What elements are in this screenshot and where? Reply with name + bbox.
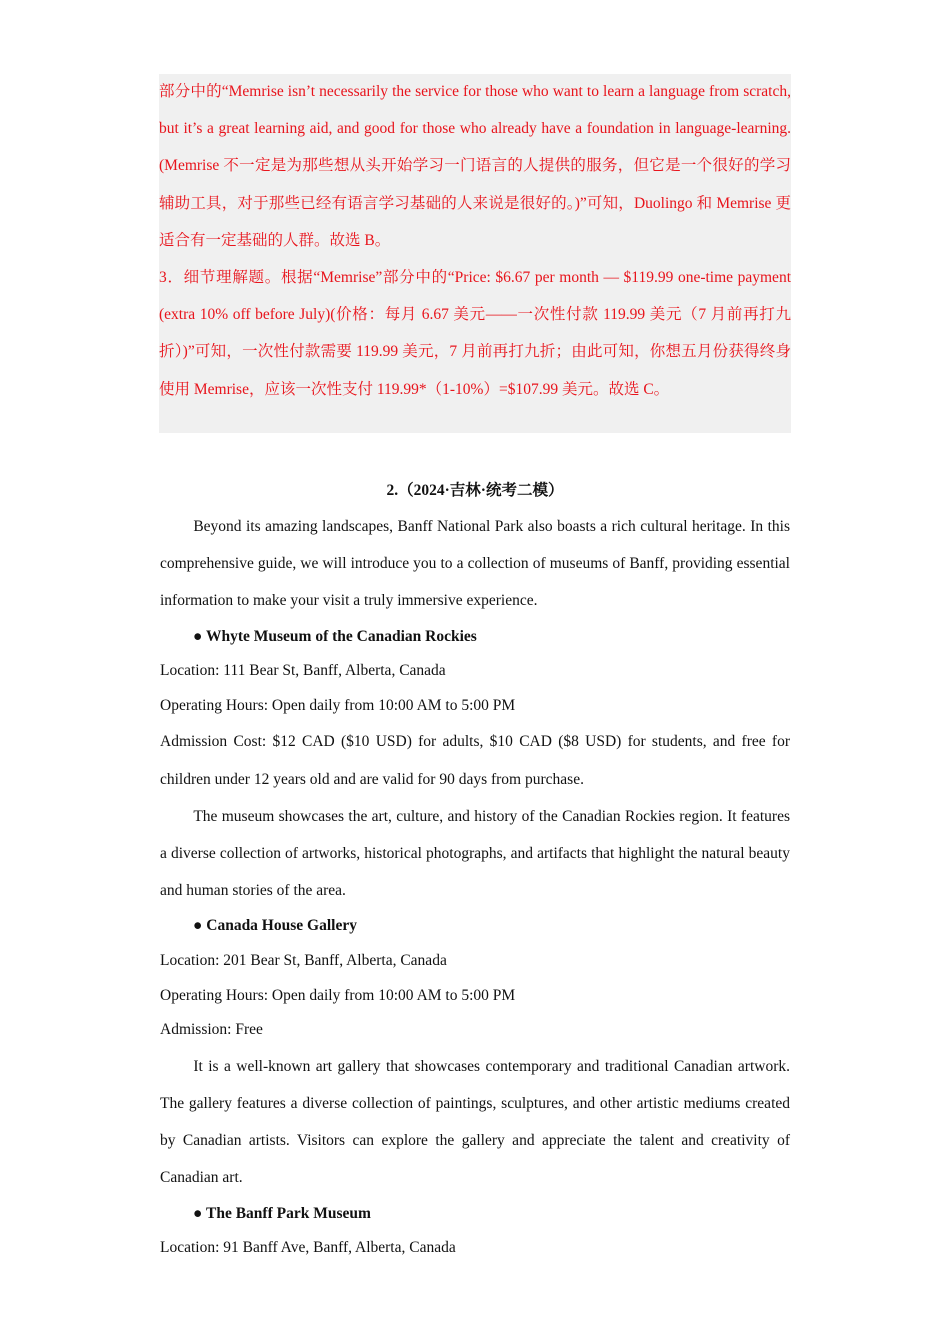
question-title: 2.（2024·吉林·统考二模） — [386, 482, 564, 499]
museum-name: Whyte Museum of the Canadian Rockies — [205, 627, 477, 645]
museum-location: Location: 201 Bear St, Banff, Alberta, Canada — [160, 952, 447, 969]
bullet-icon: ● — [193, 1204, 203, 1222]
museum-heading — [160, 1197, 790, 1232]
museum-heading — [160, 620, 790, 655]
museum-hours: Operating Hours: Open daily from 10:00 AM to 5:00 PM — [160, 696, 516, 714]
museum-name: The Banff Park Museum — [205, 1204, 371, 1222]
bullet-icon: ● — [193, 917, 203, 935]
question-content — [160, 476, 790, 1266]
museum-heading — [160, 909, 790, 944]
intro-paragraph: Beyond its amazing landscapes, Banff National Park also boasts a rich cultural heritage. In this comprehensive guide, we will introduce you to a collection of museums of Banff, providing essential information to make your visit a truly immersive experience. — [160, 518, 790, 610]
museum-description: The museum showcases the art, culture, and history of the Canadian Rockies region. It features a diverse collection of artworks, historical photographs, and artifacts that highlight the natural beauty and human stories of the area. — [160, 807, 790, 900]
museum-name: Canada House Gallery — [206, 917, 357, 935]
museum-admission: Admission Cost: $12 CAD ($10 USD) for adults, $10 CAD ($8 USD) for students, and free for children under 12 years old and are valid for 90 days from purchase. — [160, 733, 790, 788]
museum-hours: Operating Hours: Open daily from 10:00 AM to 5:00 PM — [160, 986, 516, 1004]
museum-description: It is a well-known art gallery that showcases contemporary and traditional Canadian artwork. The gallery features a diverse collection of paintings, sculptures, and other artistic mediums created by Canadian artists. Visitors can explore the gallery and appreciate the talent and creativity of Canadian art. — [160, 1057, 790, 1187]
museum-location: Location: 91 Banff Ave, Banff, Alberta, Canada — [160, 1239, 456, 1257]
answer-explanation-part-3: 3．细节理解题。根据“Memrise”部分中的“Price: $6.67 per month — $119.99 one-time payment (extra 10% off before July)(价格：每月 6.67 美元——一次性付款 119.99 美元（7 月前再打九折）)”可知，一次性付款需要 119.99 美元，7 月前再打九折；由此可知，你想五月份获得终身使用 Memrise，应该一次性支付 119.99*（1-10%）=$107.99 美元。故选 C。 — [159, 269, 791, 398]
museum-location: Location: 111 Bear St, Banff, Alberta, Canada — [160, 662, 446, 680]
museum-admission: Admission: Free — [160, 1021, 263, 1039]
answer-explanation-part-1: 部分中的“Memrise isn’t necessarily the service for those who want to learn a language from scratch, but it’s a great learning aid, and good for those who already have a foundation in language-learning. (Memrise 不一定是为那些想从头开始学习一门语言的人提供的服务，但它是一个很好的学习辅助工具，对于那些已经有语言学习基础的人来说是很好的。)”可知，Duolingo 和 Memrise 更适合有一定基础的人群。故选 B。 — [159, 83, 791, 249]
bullet-icon: ● — [193, 627, 203, 645]
answer-explanation-box — [159, 74, 791, 433]
